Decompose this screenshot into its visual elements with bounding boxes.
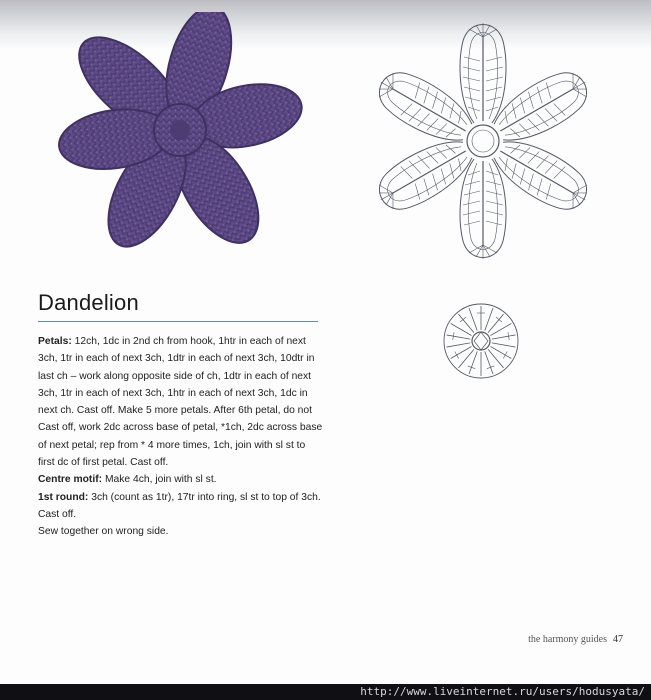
finishing-paragraph: Sew together on wrong side. [38, 526, 169, 538]
centre-motif-chart [440, 300, 522, 382]
centre-motif-label: Centre motif: [38, 474, 103, 486]
petals-paragraph [38, 333, 324, 471]
page-number: 47 [613, 634, 623, 645]
centre-motif-paragraph [38, 471, 324, 488]
first-round-label: 1st round: [38, 491, 89, 503]
dandelion-photo [40, 12, 310, 262]
title-rule [38, 321, 318, 322]
petals-text: 12ch, 1dc in 2nd ch from hook, 1htr in each of next 3ch, 1tr in each of next 3ch, 1dtr in each of next 3ch, 10dtr in last ch – work along opposite side of ch, 1dtr in each of next 3ch, 1tr in each of next 3ch, 1htr in each of next 3ch, 1dc in next ch. Cast off. Make 5 more petals. After 6th petal, do not Cast off, work 2dc across base of petal, *1ch, 2dc across base of next petal; rep from * 4 more times, 1ch, join with sl st to first dc of first petal. Cast off. [38, 336, 323, 469]
pattern-title: Dandelion [38, 290, 139, 315]
flower-petals [55, 12, 307, 259]
first-round-paragraph [38, 489, 324, 524]
petal-crochet-chart [368, 15, 598, 270]
guide-name: the harmony guides [528, 634, 607, 645]
page-footer [528, 634, 623, 645]
first-round-text: 3ch (count as 1tr), 17tr into ring, sl st to top of 3ch. Cast off. [38, 491, 321, 520]
pattern-instructions [38, 333, 324, 541]
centre-motif-text: Make 4ch, join with sl st. [104, 474, 217, 486]
source-watermark: http://www.liveinternet.ru/users/hodusyata/ [360, 685, 645, 698]
petals-label: Petals: [38, 336, 72, 347]
